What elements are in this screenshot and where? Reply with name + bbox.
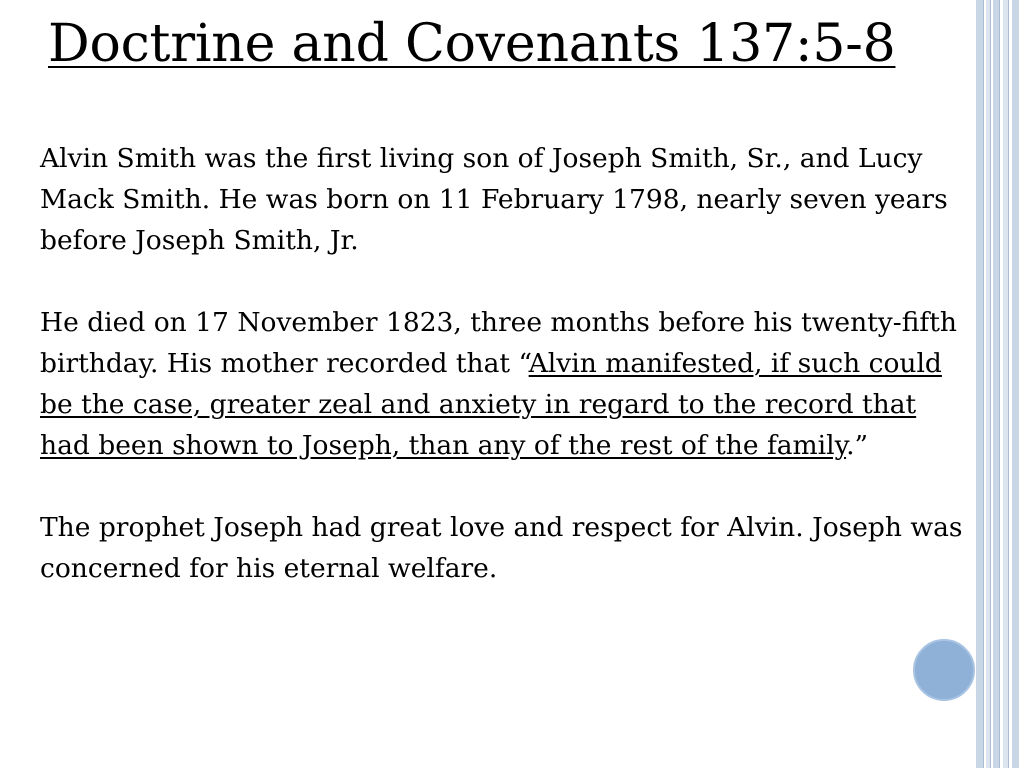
slide-title: Doctrine and Covenants 137:5-8 — [48, 14, 896, 74]
border-line — [1008, 0, 1009, 768]
quote-close: .” — [846, 430, 869, 461]
paragraph-alvin-death — [40, 302, 970, 466]
paragraph-alvin-birth: Alvin Smith was the first living son of Joseph Smith, Sr., and Lucy Mack Smith. He was born on 11 February 1798, nearly seven years before Joseph Smith, Jr. — [40, 143, 948, 256]
border-line — [983, 0, 984, 768]
border-line — [999, 0, 1000, 768]
decorative-circle — [913, 639, 975, 701]
paragraph-text: He died on 17 November 1823, three months before his twenty-fifth birthday. His mother recorded that “ — [40, 307, 957, 379]
paragraph-joseph-love: The prophet Joseph had great love and respect for Alvin. Joseph was concerned for his eternal welfare. — [40, 512, 963, 584]
border-line — [990, 0, 991, 768]
slide-body — [40, 138, 970, 630]
border-stripe — [976, 0, 983, 768]
border-stripe — [1012, 0, 1019, 768]
mother-quote: Alvin manifested, if such could be the case, greater zeal and anxiety in regard to the record that had been shown to Joseph, than any of the rest of the family — [40, 348, 942, 461]
